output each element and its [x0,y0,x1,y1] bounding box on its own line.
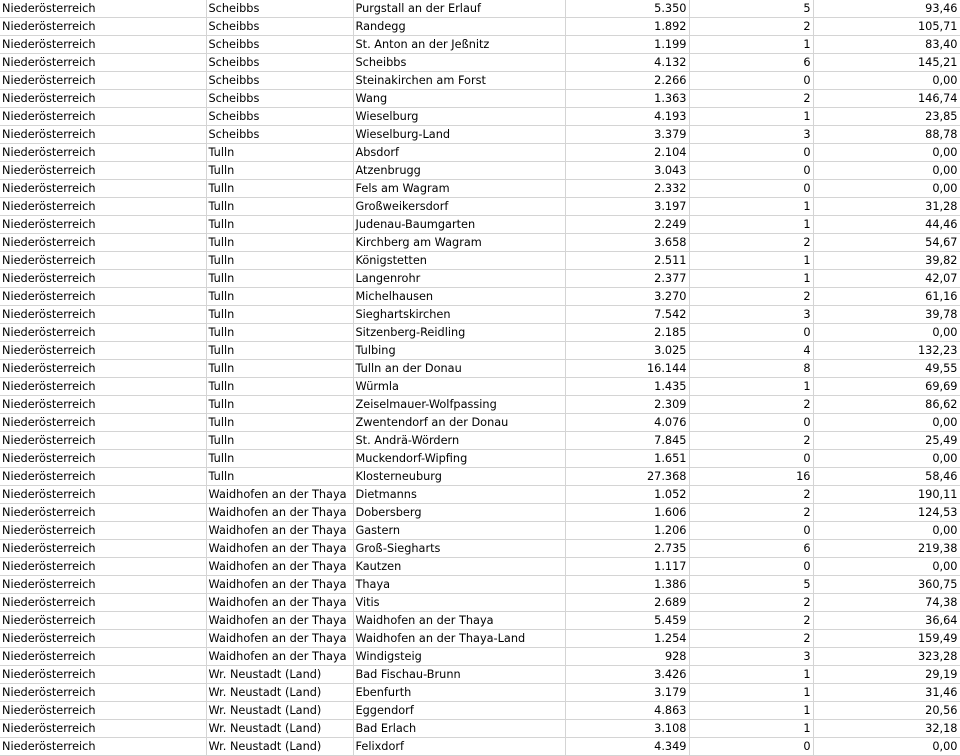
municipality-cell[interactable]: Würmla [353,378,565,396]
state-cell[interactable]: Niederösterreich [0,576,206,594]
district-cell[interactable]: Tulln [206,342,353,360]
municipality-cell[interactable]: Gastern [353,522,565,540]
state-cell[interactable]: Niederösterreich [0,594,206,612]
municipality-cell[interactable]: Großweikersdorf [353,198,565,216]
district-cell[interactable]: Scheibbs [206,72,353,90]
population-cell[interactable]: 2.266 [565,72,689,90]
rate-cell[interactable]: 86,62 [813,396,960,414]
state-cell[interactable]: Niederösterreich [0,630,206,648]
rate-cell[interactable]: 0,00 [813,144,960,162]
district-cell[interactable]: Scheibbs [206,108,353,126]
population-cell[interactable]: 2.249 [565,216,689,234]
table-row [0,18,960,36]
state-cell[interactable]: Niederösterreich [0,684,206,702]
municipality-cell[interactable]: Tulbing [353,342,565,360]
population-cell[interactable]: 3.108 [565,720,689,738]
count-cell[interactable]: 0 [689,558,813,576]
state-cell[interactable]: Niederösterreich [0,90,206,108]
count-cell[interactable]: 1 [689,216,813,234]
district-cell[interactable]: Waidhofen an der Thaya [206,504,353,522]
district-cell[interactable]: Tulln [206,288,353,306]
table-row [0,36,960,54]
table-row [0,378,960,396]
rate-cell[interactable]: 0,00 [813,558,960,576]
district-cell[interactable]: Wr. Neustadt (Land) [206,720,353,738]
district-cell[interactable]: Waidhofen an der Thaya [206,522,353,540]
state-cell[interactable]: Niederösterreich [0,342,206,360]
table-row [0,558,960,576]
state-cell[interactable]: Niederösterreich [0,252,206,270]
table-row [0,198,960,216]
population-cell[interactable]: 1.117 [565,558,689,576]
count-cell[interactable]: 0 [689,162,813,180]
rate-cell[interactable]: 0,00 [813,72,960,90]
municipality-cell[interactable]: Sitzenberg-Reidling [353,324,565,342]
table-row [0,234,960,252]
state-cell[interactable]: Niederösterreich [0,288,206,306]
rate-cell[interactable]: 61,16 [813,288,960,306]
count-cell[interactable]: 0 [689,522,813,540]
district-cell[interactable]: Scheibbs [206,36,353,54]
state-cell[interactable]: Niederösterreich [0,432,206,450]
rate-cell[interactable]: 132,23 [813,342,960,360]
population-cell[interactable]: 3.270 [565,288,689,306]
population-cell[interactable]: 1.651 [565,450,689,468]
state-cell[interactable]: Niederösterreich [0,72,206,90]
municipality-cell[interactable]: Windigsteig [353,648,565,666]
rate-cell[interactable]: 323,28 [813,648,960,666]
municipality-cell[interactable]: Zeiselmauer-Wolfpassing [353,396,565,414]
state-cell[interactable]: Niederösterreich [0,468,206,486]
count-cell[interactable]: 1 [689,36,813,54]
rate-cell[interactable]: 0,00 [813,522,960,540]
municipality-cell[interactable]: Bad Erlach [353,720,565,738]
municipality-cell[interactable]: Kirchberg am Wagram [353,234,565,252]
population-cell[interactable]: 1.052 [565,486,689,504]
count-cell[interactable]: 0 [689,144,813,162]
count-cell[interactable]: 1 [689,378,813,396]
rate-cell[interactable]: 31,46 [813,684,960,702]
municipality-cell[interactable]: St. Andrä-Wördern [353,432,565,450]
state-cell[interactable]: Niederösterreich [0,144,206,162]
district-cell[interactable]: Tulln [206,414,353,432]
population-cell[interactable]: 7.845 [565,432,689,450]
count-cell[interactable]: 2 [689,630,813,648]
district-cell[interactable]: Tulln [206,180,353,198]
count-cell[interactable]: 1 [689,720,813,738]
population-cell[interactable]: 1.606 [565,504,689,522]
municipality-cell[interactable]: Waidhofen an der Thaya-Land [353,630,565,648]
district-cell[interactable]: Tulln [206,144,353,162]
count-cell[interactable]: 2 [689,18,813,36]
district-cell[interactable]: Tulln [206,396,353,414]
count-cell[interactable]: 1 [689,666,813,684]
count-cell[interactable]: 16 [689,468,813,486]
state-cell[interactable]: Niederösterreich [0,540,206,558]
district-cell[interactable]: Tulln [206,378,353,396]
population-cell[interactable]: 3.426 [565,666,689,684]
count-cell[interactable]: 3 [689,306,813,324]
count-cell[interactable]: 5 [689,0,813,18]
district-cell[interactable]: Wr. Neustadt (Land) [206,738,353,756]
rate-cell[interactable]: 58,46 [813,468,960,486]
count-cell[interactable]: 0 [689,72,813,90]
rate-cell[interactable]: 25,49 [813,432,960,450]
rate-cell[interactable]: 42,07 [813,270,960,288]
table-row [0,108,960,126]
district-cell[interactable]: Tulln [206,360,353,378]
table-row [0,324,960,342]
rate-cell[interactable]: 105,71 [813,18,960,36]
rate-cell[interactable]: 29,19 [813,666,960,684]
table-row [0,360,960,378]
district-cell[interactable]: Scheibbs [206,126,353,144]
table-row [0,54,960,72]
count-cell[interactable]: 2 [689,504,813,522]
count-cell[interactable]: 8 [689,360,813,378]
municipality-cell[interactable]: Michelhausen [353,288,565,306]
table-row [0,450,960,468]
population-cell[interactable]: 4.193 [565,108,689,126]
rate-cell[interactable]: 0,00 [813,738,960,756]
state-cell[interactable]: Niederösterreich [0,666,206,684]
population-cell[interactable]: 16.144 [565,360,689,378]
state-cell[interactable]: Niederösterreich [0,720,206,738]
state-cell[interactable]: Niederösterreich [0,378,206,396]
table-row [0,90,960,108]
municipality-cell[interactable]: Eggendorf [353,702,565,720]
table-row [0,738,960,756]
district-cell[interactable]: Tulln [206,234,353,252]
count-cell[interactable]: 2 [689,288,813,306]
municipality-cell[interactable]: Sieghartskirchen [353,306,565,324]
table-row [0,270,960,288]
state-cell[interactable]: Niederösterreich [0,324,206,342]
count-cell[interactable]: 3 [689,126,813,144]
municipality-cell[interactable]: Groß-Siegharts [353,540,565,558]
population-cell[interactable]: 4.076 [565,414,689,432]
state-cell[interactable]: Niederösterreich [0,522,206,540]
municipality-cell[interactable]: Bad Fischau-Brunn [353,666,565,684]
rate-cell[interactable]: 159,49 [813,630,960,648]
table-row [0,576,960,594]
rate-cell[interactable]: 54,67 [813,234,960,252]
municipality-cell[interactable]: Ebenfurth [353,684,565,702]
municipality-cell[interactable]: Fels am Wagram [353,180,565,198]
state-cell[interactable]: Niederösterreich [0,504,206,522]
table-row [0,0,960,18]
municipality-cell[interactable]: Königstetten [353,252,565,270]
district-cell[interactable]: Wr. Neustadt (Land) [206,702,353,720]
rate-cell[interactable]: 190,11 [813,486,960,504]
count-cell[interactable]: 4 [689,342,813,360]
population-cell[interactable]: 3.179 [565,684,689,702]
population-cell[interactable]: 1.363 [565,90,689,108]
population-cell[interactable]: 5.459 [565,612,689,630]
table-row [0,144,960,162]
count-cell[interactable]: 0 [689,180,813,198]
count-cell[interactable]: 2 [689,432,813,450]
municipality-cell[interactable]: Muckendorf-Wipfing [353,450,565,468]
district-cell[interactable]: Scheibbs [206,54,353,72]
district-cell[interactable]: Waidhofen an der Thaya [206,612,353,630]
table-row [0,72,960,90]
table-row [0,666,960,684]
municipality-cell[interactable]: Vitis [353,594,565,612]
rate-cell[interactable]: 32,18 [813,720,960,738]
municipality-cell[interactable]: Klosterneuburg [353,468,565,486]
district-cell[interactable]: Waidhofen an der Thaya [206,648,353,666]
municipality-cell[interactable]: Judenau-Baumgarten [353,216,565,234]
district-cell[interactable]: Tulln [206,306,353,324]
state-cell[interactable]: Niederösterreich [0,360,206,378]
rate-cell[interactable]: 74,38 [813,594,960,612]
count-cell[interactable]: 1 [689,252,813,270]
count-cell[interactable]: 0 [689,414,813,432]
state-cell[interactable]: Niederösterreich [0,0,206,18]
rate-cell[interactable]: 31,28 [813,198,960,216]
population-cell[interactable]: 2.377 [565,270,689,288]
rate-cell[interactable]: 0,00 [813,450,960,468]
population-cell[interactable]: 4.863 [565,702,689,720]
population-cell[interactable]: 1.254 [565,630,689,648]
district-cell[interactable]: Scheibbs [206,90,353,108]
municipality-cell[interactable]: St. Anton an der Jeßnitz [353,36,565,54]
table-row [0,126,960,144]
count-cell[interactable]: 0 [689,324,813,342]
count-cell[interactable]: 1 [689,198,813,216]
rate-cell[interactable]: 23,85 [813,108,960,126]
count-cell[interactable]: 2 [689,396,813,414]
rate-cell[interactable]: 88,78 [813,126,960,144]
state-cell[interactable]: Niederösterreich [0,234,206,252]
municipality-cell[interactable]: Scheibbs [353,54,565,72]
count-cell[interactable]: 1 [689,270,813,288]
table-row [0,252,960,270]
rate-cell[interactable]: 145,21 [813,54,960,72]
rate-cell[interactable]: 44,46 [813,216,960,234]
municipality-cell[interactable]: Thaya [353,576,565,594]
municipality-cell[interactable]: Langenrohr [353,270,565,288]
population-cell[interactable]: 2.104 [565,144,689,162]
rate-cell[interactable]: 93,46 [813,0,960,18]
table-row [0,720,960,738]
count-cell[interactable]: 1 [689,684,813,702]
state-cell[interactable]: Niederösterreich [0,216,206,234]
table-row [0,288,960,306]
rate-cell[interactable]: 83,40 [813,36,960,54]
count-cell[interactable]: 3 [689,648,813,666]
state-cell[interactable]: Niederösterreich [0,702,206,720]
district-cell[interactable]: Tulln [206,468,353,486]
rate-cell[interactable]: 20,56 [813,702,960,720]
municipality-cell[interactable]: Dietmanns [353,486,565,504]
table-row [0,342,960,360]
population-cell[interactable]: 2.689 [565,594,689,612]
population-cell[interactable]: 27.368 [565,468,689,486]
municipality-cell[interactable]: Randegg [353,18,565,36]
rate-cell[interactable]: 39,78 [813,306,960,324]
population-cell[interactable]: 2.332 [565,180,689,198]
table-row [0,594,960,612]
population-cell[interactable]: 2.511 [565,252,689,270]
table-row [0,432,960,450]
table-row [0,468,960,486]
rate-cell[interactable]: 0,00 [813,180,960,198]
count-cell[interactable]: 5 [689,576,813,594]
state-cell[interactable]: Niederösterreich [0,18,206,36]
count-cell[interactable]: 0 [689,738,813,756]
count-cell[interactable]: 1 [689,702,813,720]
table-row [0,486,960,504]
population-cell[interactable]: 1.206 [565,522,689,540]
population-cell[interactable]: 3.025 [565,342,689,360]
table-row [0,612,960,630]
population-cell[interactable]: 3.043 [565,162,689,180]
rate-cell[interactable]: 219,38 [813,540,960,558]
rate-cell[interactable]: 39,82 [813,252,960,270]
rate-cell[interactable]: 36,64 [813,612,960,630]
state-cell[interactable]: Niederösterreich [0,54,206,72]
municipality-cell[interactable]: Atzenbrugg [353,162,565,180]
state-cell[interactable]: Niederösterreich [0,36,206,54]
table-row [0,684,960,702]
district-cell[interactable]: Waidhofen an der Thaya [206,558,353,576]
municipality-cell[interactable]: Dobersberg [353,504,565,522]
population-cell[interactable]: 5.350 [565,0,689,18]
state-cell[interactable]: Niederösterreich [0,738,206,756]
state-cell[interactable]: Niederösterreich [0,126,206,144]
population-cell[interactable]: 1.435 [565,378,689,396]
district-cell[interactable]: Tulln [206,270,353,288]
municipality-cell[interactable]: Wieselburg [353,108,565,126]
count-cell[interactable]: 0 [689,450,813,468]
rate-cell[interactable]: 124,53 [813,504,960,522]
table-row [0,162,960,180]
municipality-cell[interactable]: Absdorf [353,144,565,162]
table-row [0,306,960,324]
population-cell[interactable]: 1.199 [565,36,689,54]
table-row [0,216,960,234]
count-cell[interactable]: 1 [689,108,813,126]
table-row [0,396,960,414]
table-row [0,414,960,432]
state-cell[interactable]: Niederösterreich [0,108,206,126]
count-cell[interactable]: 2 [689,612,813,630]
state-cell[interactable]: Niederösterreich [0,162,206,180]
state-cell[interactable]: Niederösterreich [0,486,206,504]
rate-cell[interactable]: 49,55 [813,360,960,378]
rate-cell[interactable]: 0,00 [813,414,960,432]
municipality-cell[interactable]: Purgstall an der Erlauf [353,0,565,18]
district-cell[interactable]: Tulln [206,450,353,468]
district-cell[interactable]: Scheibbs [206,18,353,36]
state-cell[interactable]: Niederösterreich [0,558,206,576]
district-cell[interactable]: Waidhofen an der Thaya [206,540,353,558]
municipality-cell[interactable]: Waidhofen an der Thaya [353,612,565,630]
table-row [0,648,960,666]
state-cell[interactable]: Niederösterreich [0,270,206,288]
district-cell[interactable]: Waidhofen an der Thaya [206,630,353,648]
population-cell[interactable]: 1.892 [565,18,689,36]
municipality-cell[interactable]: Wieselburg-Land [353,126,565,144]
count-cell[interactable]: 6 [689,54,813,72]
district-cell[interactable]: Wr. Neustadt (Land) [206,666,353,684]
table-row [0,522,960,540]
population-cell[interactable]: 4.349 [565,738,689,756]
state-cell[interactable]: Niederösterreich [0,612,206,630]
municipality-cell[interactable]: Tulln an der Donau [353,360,565,378]
state-cell[interactable]: Niederösterreich [0,450,206,468]
table-row [0,180,960,198]
count-cell[interactable]: 2 [689,90,813,108]
municipality-cell[interactable]: Kautzen [353,558,565,576]
municipality-cell[interactable]: Felixdorf [353,738,565,756]
population-cell[interactable]: 2.735 [565,540,689,558]
table-row [0,540,960,558]
state-cell[interactable]: Niederösterreich [0,396,206,414]
municipality-cell[interactable]: Wang [353,90,565,108]
district-cell[interactable]: Tulln [206,432,353,450]
district-cell[interactable]: Waidhofen an der Thaya [206,594,353,612]
district-cell[interactable]: Tulln [206,252,353,270]
table-row [0,630,960,648]
count-cell[interactable]: 2 [689,234,813,252]
population-cell[interactable]: 3.379 [565,126,689,144]
population-cell[interactable]: 2.185 [565,324,689,342]
state-cell[interactable]: Niederösterreich [0,306,206,324]
rate-cell[interactable]: 0,00 [813,162,960,180]
rate-cell[interactable]: 146,74 [813,90,960,108]
count-cell[interactable]: 6 [689,540,813,558]
population-cell[interactable]: 7.542 [565,306,689,324]
count-cell[interactable]: 2 [689,594,813,612]
municipality-cell[interactable]: Steinakirchen am Forst [353,72,565,90]
population-cell[interactable]: 3.197 [565,198,689,216]
count-cell[interactable]: 2 [689,486,813,504]
district-cell[interactable]: Waidhofen an der Thaya [206,486,353,504]
municipality-cell[interactable]: Zwentendorf an der Donau [353,414,565,432]
rate-cell[interactable]: 0,00 [813,324,960,342]
rate-cell[interactable]: 69,69 [813,378,960,396]
district-cell[interactable]: Tulln [206,198,353,216]
district-cell[interactable]: Tulln [206,216,353,234]
population-cell[interactable]: 1.386 [565,576,689,594]
state-cell[interactable]: Niederösterreich [0,198,206,216]
table-row [0,504,960,522]
district-cell[interactable]: Tulln [206,324,353,342]
district-cell[interactable]: Waidhofen an der Thaya [206,576,353,594]
district-cell[interactable]: Wr. Neustadt (Land) [206,684,353,702]
population-cell[interactable]: 4.132 [565,54,689,72]
table-row [0,702,960,720]
state-cell[interactable]: Niederösterreich [0,414,206,432]
population-cell[interactable]: 3.658 [565,234,689,252]
population-cell[interactable]: 928 [565,648,689,666]
state-cell[interactable]: Niederösterreich [0,648,206,666]
state-cell[interactable]: Niederösterreich [0,180,206,198]
district-cell[interactable]: Scheibbs [206,0,353,18]
district-cell[interactable]: Tulln [206,162,353,180]
rate-cell[interactable]: 360,75 [813,576,960,594]
population-cell[interactable]: 2.309 [565,396,689,414]
